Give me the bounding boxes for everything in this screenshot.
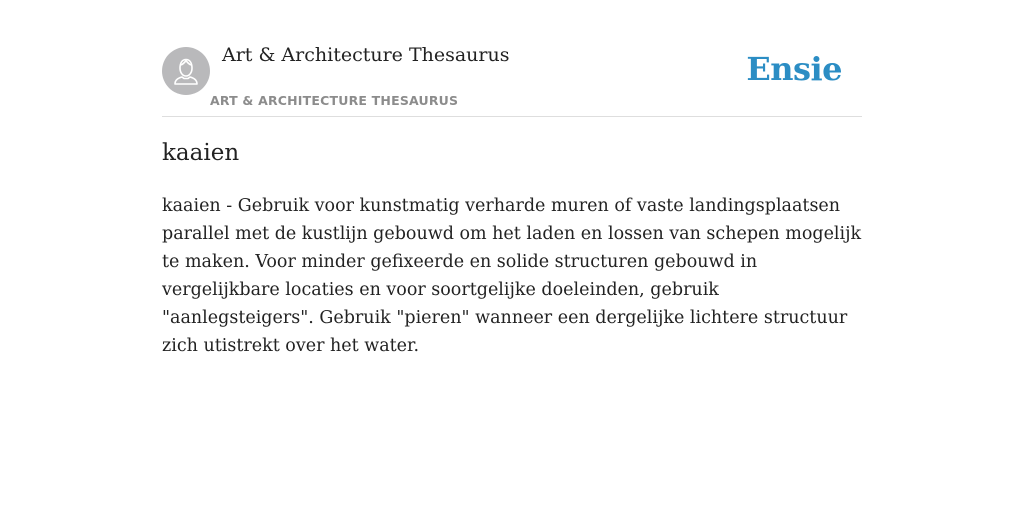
brand-logo[interactable]: Ensie [746,50,842,88]
author-name-link[interactable]: Art & Architecture Thesaurus [222,44,510,66]
entry-header [162,0,862,117]
entry-title: kaaien [162,140,240,166]
user-icon[interactable] [162,47,210,95]
entry-definition: kaaien - Gebruik voor kunstmatig verharde muren of vaste landingsplaatsen parallel met de kustlijn gebouwd om het laden en lossen van schepen mogelijk te maken. Voor minder gefixeerde en solide structuren gebouwd in vergelijkbare locaties en voor soortgelijke doeleinden, gebruik "aanlegsteigers". Gebruik "pieren" wanneer een dergelijke lichtere structuur zich utistrekt over het water. [162,196,862,356]
entry-card [162,0,862,356]
source-label: ART & ARCHITECTURE THESAURUS [210,93,459,108]
